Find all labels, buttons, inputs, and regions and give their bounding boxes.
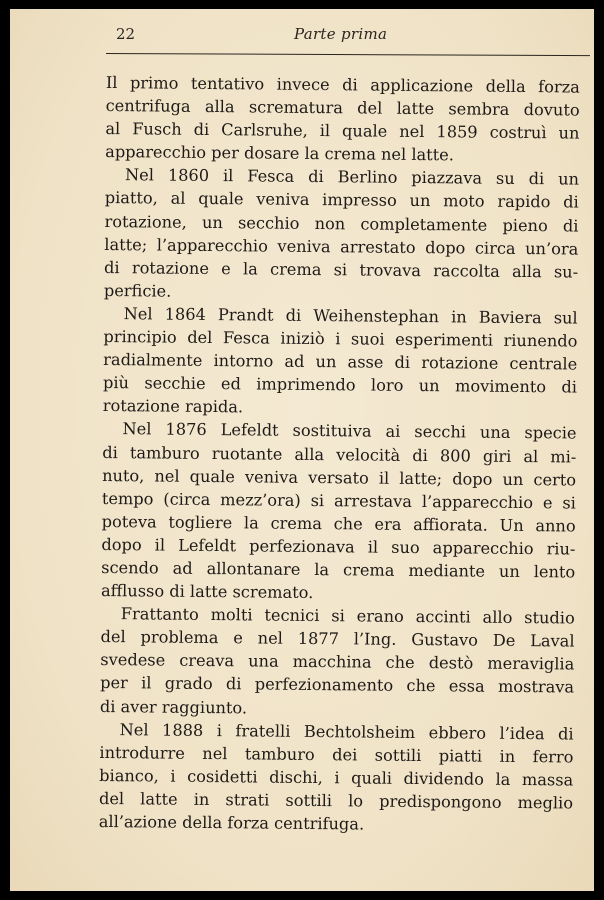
text-line: di tamburo ruotante alla velocità di 800 giri al mi- <box>102 442 577 467</box>
text-line: radialmente intorno ad un asse di rotazione centrale <box>103 350 578 374</box>
text-line: tempo (circa mezz’ora) si arrestava l’apparecchio e si <box>101 488 576 513</box>
text-line: per il grado di perfezionamento che essa mostrava <box>100 673 575 697</box>
text-line: bianco, i cosidetti dischi, i quali dividendo la massa <box>99 765 574 790</box>
text-line: più secchie ed imprimendo loro un movimento di <box>102 373 578 397</box>
text-line: introdurre nel tamburo dei sottili piatti in ferro <box>99 742 574 767</box>
paragraph <box>100 602 575 722</box>
text-line: Il primo tentativo invece di applicazione della forza <box>105 72 580 97</box>
text-line: centrifuga alla scrematura del latte sembra dovuto <box>105 96 580 120</box>
running-head: Parte prima <box>294 25 388 43</box>
text-line: dopo il Lefeldt perfezionava il suo apparecchio riu- <box>101 534 576 559</box>
paragraph <box>101 417 577 606</box>
text-line: perficie. <box>103 280 172 301</box>
paragraph <box>99 718 574 838</box>
text-line: rotazione, un secchio non completamente pieno di <box>104 211 579 236</box>
text-line: Nel 1860 il Fesca di Berlino piazzava su di un <box>124 165 580 189</box>
text-line: poteva togliere la crema che era affiorata. Un anno <box>101 511 576 536</box>
text-line: svedese creava una macchina che destò meraviglia <box>100 650 575 674</box>
text-line: Nel 1876 Lefeldt sostituiva ai secchi una specie <box>122 419 577 443</box>
text-line: afflusso di latte scremato. <box>100 581 314 603</box>
text-line: di aver raggiunto. <box>99 696 248 717</box>
text-line: al Fusch di Carlsruhe, il quale nel 1859 costruì un <box>105 119 580 143</box>
page-header <box>106 23 506 53</box>
text-line: apparecchio per dosare la crema nel latte. <box>105 142 455 165</box>
text-line: piatto, al quale veniva impresso un moto rapido di <box>104 188 579 213</box>
text-line: Nel 1864 Prandt di Weihenstephan in Baviera sul <box>123 304 578 328</box>
paragraph <box>104 163 579 306</box>
book-page <box>10 9 594 891</box>
text-line: scendo ad allontanare la crema mediante un lento <box>101 557 576 582</box>
text-line: di rotazione e la crema si trovava raccolta alla su- <box>104 257 579 282</box>
text-line: del latte in strati sottili lo predispongono meglio <box>98 788 574 813</box>
text-line: rotazione rapida. <box>102 396 244 417</box>
body-text <box>99 71 580 838</box>
text-line: Nel 1888 i fratelli Bechtolsheim ebbero l’idea di <box>119 719 574 744</box>
text-line: principio del Fesca iniziò i suoi esperimenti riunendo <box>103 327 578 351</box>
paragraph <box>105 71 580 168</box>
text-line: nuto, nel quale veniva versato il latte; dopo un certo <box>102 465 577 490</box>
text-line: Frattanto molti tecnici si erano accinti allo studio <box>120 604 575 628</box>
header-rule <box>106 53 590 56</box>
text-line: latte; l’apparecchio veniva arrestato dopo circa un’ora <box>104 234 579 259</box>
paragraph <box>103 302 578 422</box>
text-line: del problema e nel 1877 l’Ing. Gustavo De Laval <box>100 627 575 651</box>
page-number: 22 <box>116 25 136 43</box>
text-line: all’azione della forza centrifuga. <box>98 811 365 834</box>
